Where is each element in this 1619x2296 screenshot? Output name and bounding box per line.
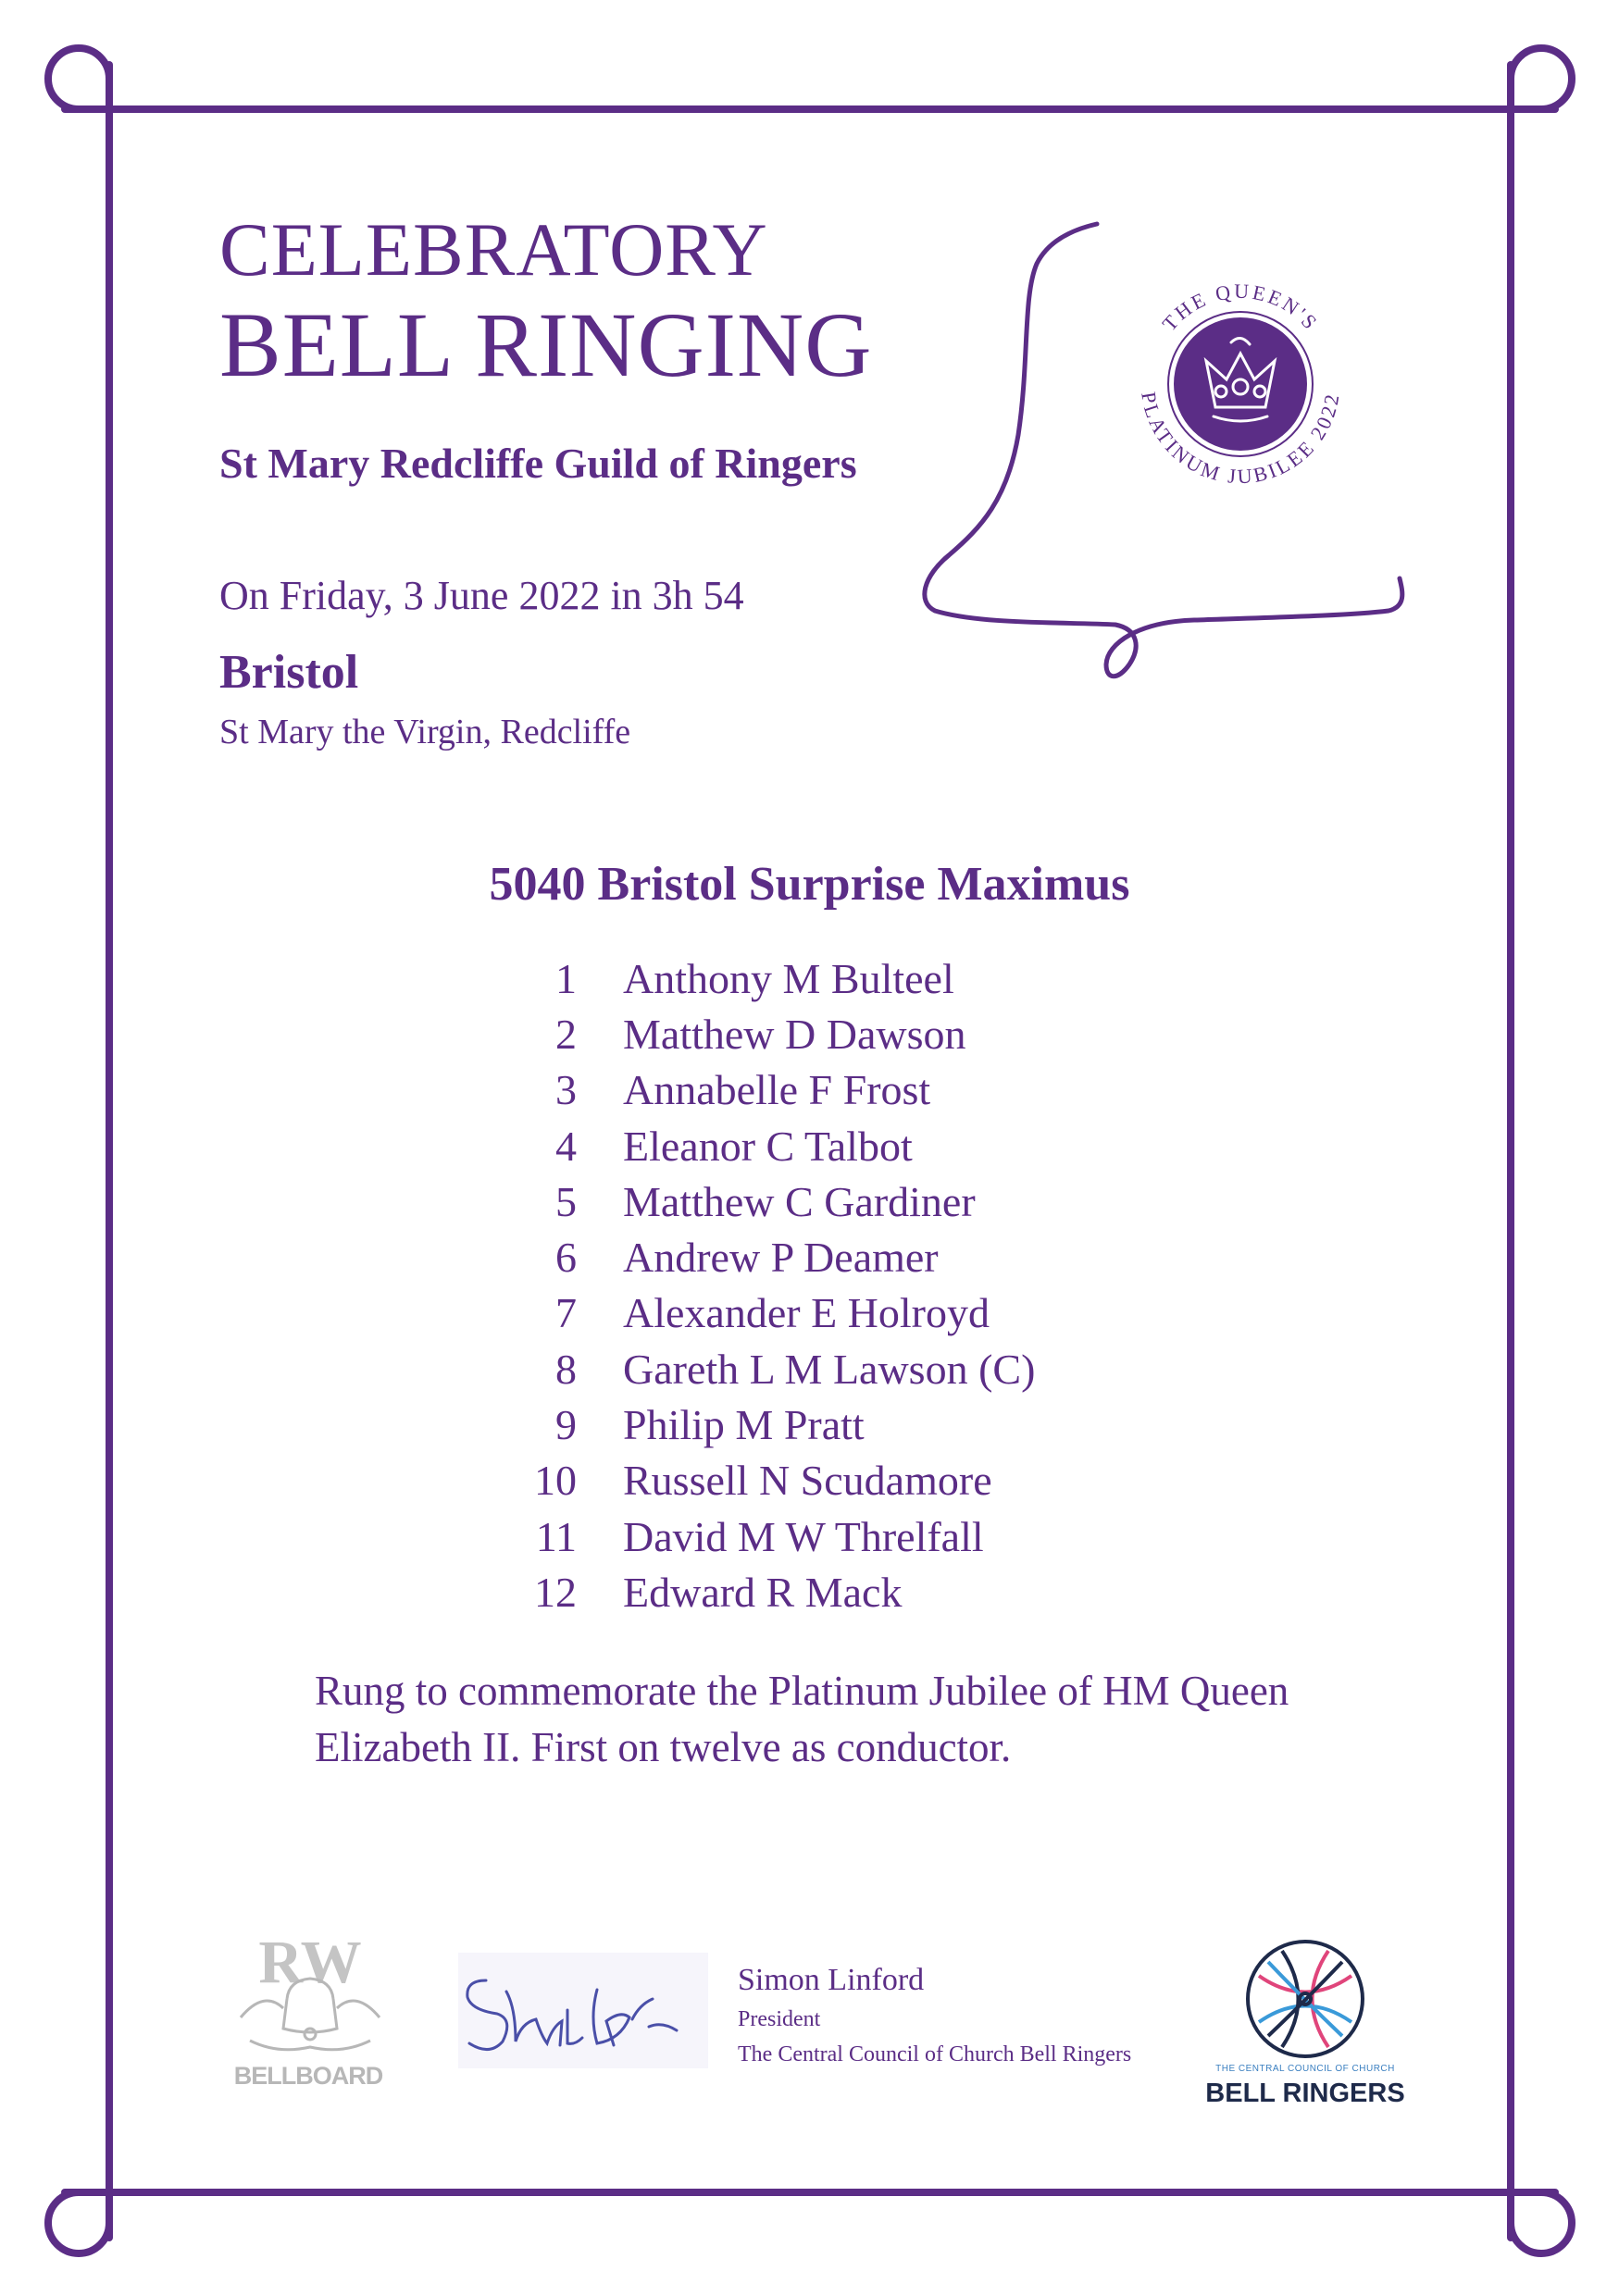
ringer-name: Edward R Mack — [623, 1568, 903, 1616]
bellboard-logo — [222, 1925, 398, 2064]
bell-number: 4 — [555, 1122, 577, 1170]
bell-number: 6 — [555, 1234, 577, 1282]
title-line-2: BELL RINGING — [219, 293, 873, 396]
bellboard-label: BELLBOARD — [233, 2062, 383, 2090]
ringer-list — [504, 950, 1035, 1620]
place-name: Bristol — [219, 646, 359, 699]
footnote: Rung to commemorate the Platinum Jubilee of HM Queen Elizabeth II. First on twelve as conductor. — [315, 1668, 1289, 1770]
signatory-organisation: The Central Council of Church Bell Ringers — [738, 2042, 1132, 2066]
bell-number: 3 — [555, 1066, 577, 1114]
ringer-name: Andrew P Deamer — [623, 1234, 939, 1282]
platinum-jubilee-emblem — [1125, 268, 1356, 500]
ringer-name: David M W Threlfall — [623, 1512, 984, 1560]
bell-number: 1 — [555, 954, 577, 1002]
emblem-top-text: THE QUEEN'S — [1157, 279, 1324, 336]
bell-number: 5 — [555, 1177, 577, 1225]
ringer-name: Annabelle F Frost — [623, 1066, 931, 1114]
ringer-row — [504, 1118, 1035, 1173]
ringer-row — [504, 1229, 1035, 1285]
title-line-1: CELEBRATORY — [219, 207, 768, 292]
ringer-name: Russell N Scudamore — [623, 1457, 992, 1505]
ringer-name: Matthew D Dawson — [623, 1010, 966, 1058]
ringer-name: Anthony M Bulteel — [623, 954, 954, 1002]
president-signature — [458, 1953, 708, 2068]
bell-number: 11 — [535, 1512, 577, 1560]
ringer-row — [504, 1006, 1035, 1061]
bellboard-monogram: RW — [258, 1929, 362, 1996]
society-name: St Mary Redcliffe Guild of Ringers — [219, 440, 857, 487]
ringer-row — [504, 1564, 1035, 1620]
cccbr-small-text: THE CENTRAL COUNCIL OF CHURCH — [1215, 2064, 1395, 2074]
bell-number: 8 — [555, 1345, 577, 1393]
ringer-row — [504, 1341, 1035, 1396]
ringer-name: Gareth L M Lawson (C) — [623, 1345, 1036, 1393]
bell-number: 12 — [534, 1568, 577, 1616]
ringer-name: Alexander E Holroyd — [623, 1289, 990, 1337]
signatory-name: Simon Linford — [738, 1963, 925, 1997]
date-duration: On Friday, 3 June 2022 in 3h 54 — [219, 573, 744, 618]
ringer-name: Philip M Pratt — [623, 1401, 865, 1449]
ringer-row — [504, 1062, 1035, 1118]
bell-wheel-icon — [1248, 1942, 1363, 2056]
ringer-name: Matthew C Gardiner — [623, 1177, 976, 1225]
ringer-row — [504, 1173, 1035, 1229]
bell-number: 2 — [555, 1010, 577, 1058]
ringer-row — [504, 1396, 1035, 1452]
signatory-role: President — [738, 2007, 821, 2031]
ringer-row — [504, 1508, 1035, 1564]
bell-number: 10 — [534, 1457, 577, 1505]
bell-number: 7 — [555, 1289, 577, 1337]
cccbr-big-text: BELL RINGERS — [1205, 2079, 1405, 2108]
ringer-row — [504, 1453, 1035, 1508]
bell-number: 9 — [555, 1401, 577, 1449]
method-title: 5040 Bristol Surprise Maximus — [489, 858, 1130, 911]
ringer-row — [504, 1285, 1035, 1341]
ringer-name: Eleanor C Talbot — [623, 1122, 913, 1170]
church-name: St Mary the Virgin, Redcliffe — [219, 713, 631, 751]
emblem-bottom-text: PLATINUM JUBILEE 2022 — [1137, 390, 1344, 489]
cccbr-logo — [1240, 1934, 1370, 2064]
ringer-row — [504, 950, 1035, 1006]
